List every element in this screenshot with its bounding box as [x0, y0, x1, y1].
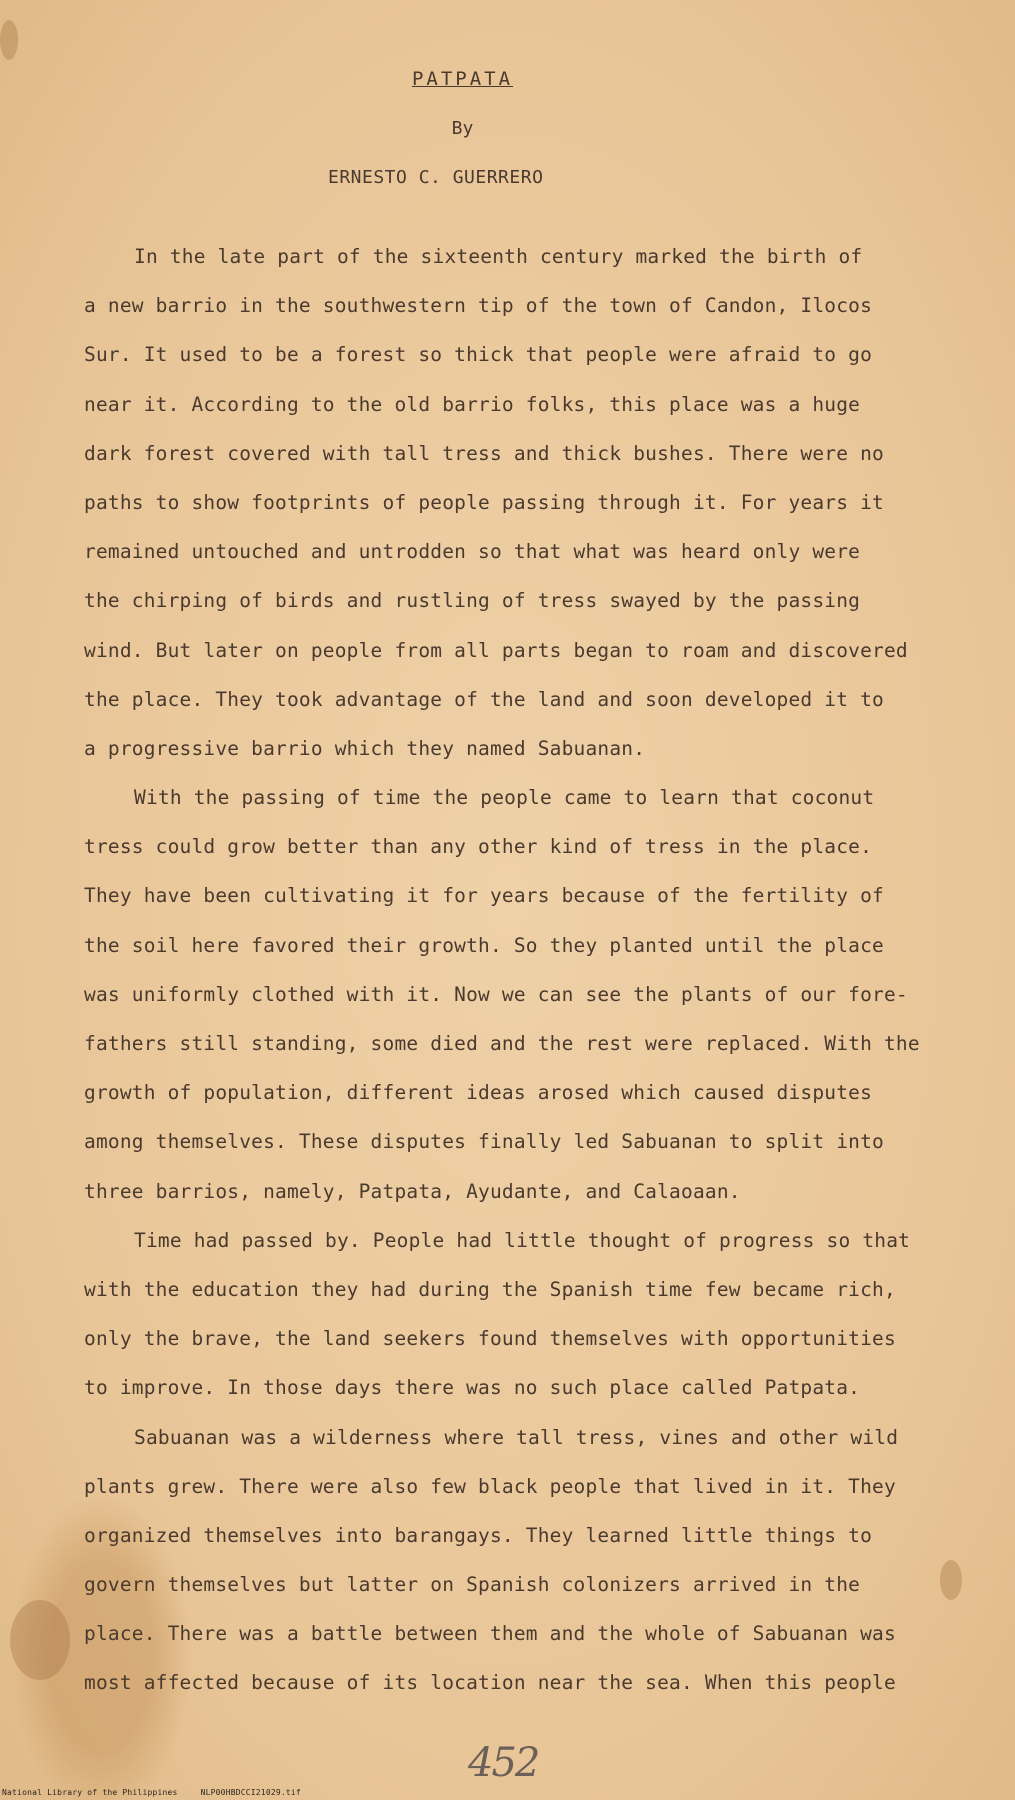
text-line: growth of population, different ideas arosed which caused disputes: [84, 1081, 873, 1105]
handwritten-page-number: 452: [468, 1740, 539, 1786]
text-line: With the passing of time the people came to learn that coconut: [134, 786, 875, 810]
text-line: the soil here favored their growth. So they planted until the place: [84, 933, 884, 957]
text-line: only the brave, the land seekers found themselves with opportunities: [84, 1327, 896, 1351]
text-line: paths to show footprints of people passing through it. For years it: [84, 490, 884, 514]
text-line: plants grew. There were also few black people that lived in it. They: [84, 1474, 896, 1498]
text-line: organized themselves into barangays. They learned little things to: [84, 1523, 873, 1547]
stain: [10, 1600, 70, 1680]
text-line: to improve. In those days there was no such place called Patpata.: [84, 1376, 861, 1400]
text-line: place. There was a battle between them and the whole of Sabuanan was: [84, 1622, 896, 1646]
text-line: In the late part of the sixteenth century marked the birth of: [134, 245, 863, 268]
text-line: the place. They took advantage of the land and soon developed it to: [84, 687, 884, 711]
text-line: Time had passed by. People had little thought of progress so that: [134, 1228, 911, 1252]
text-line: a progressive barrio which they named Sabuanan.: [84, 736, 646, 760]
text-line: near it. According to the old barrio folks, this place was a huge: [84, 392, 861, 416]
document-body: [84, 232, 964, 1708]
document-title: PATPATA: [411, 68, 514, 90]
text-line: with the education they had during the Spanish time few became rich,: [84, 1277, 896, 1301]
text-line: was uniformly clothed with it. Now we can see the plants of our fore-: [84, 982, 908, 1006]
text-line: They have been cultivating it for years because of the fertility of: [84, 884, 884, 908]
scan-footer: [2, 1788, 319, 1797]
text-line: fathers still standing, some died and the rest were replaced. With the: [84, 1032, 920, 1055]
text-line: three barrios, namely, Patpata, Ayudante, and Calaoaan.: [84, 1179, 741, 1203]
author-name: ERNESTO C. GUERRERO: [328, 167, 544, 188]
text-line: tress could grow better than any other kind of tress in the place.: [84, 835, 873, 859]
text-line: the chirping of birds and rustling of tress swayed by the passing: [84, 589, 861, 613]
text-line: remained untouched and untrodden so that what was heard only were: [84, 540, 861, 564]
text-line: among themselves. These disputes finally led Sabuanan to split into: [84, 1130, 884, 1154]
byline: By: [451, 118, 474, 139]
text-line: a new barrio in the southwestern tip of the town of Candon, Ilocos: [84, 294, 873, 318]
text-line: Sabuanan was a wilderness where tall tress, vines and other wild: [134, 1425, 899, 1449]
file-identifier: NLP00HBDCCI21029.tif: [200, 1788, 301, 1797]
text-line: most affected because of its location near the sea. When this people: [84, 1671, 896, 1695]
text-line: govern themselves but latter on Spanish colonizers arrived in the: [84, 1573, 861, 1597]
stain: [0, 20, 18, 60]
library-credit: National Library of the Philippines: [2, 1788, 178, 1797]
text-line: dark forest covered with tall tress and thick bushes. There were no: [84, 441, 884, 465]
text-line: Sur. It used to be a forest so thick that people were afraid to go: [84, 343, 873, 367]
text-line: wind. But later on people from all parts began to roam and discovered: [84, 638, 908, 662]
